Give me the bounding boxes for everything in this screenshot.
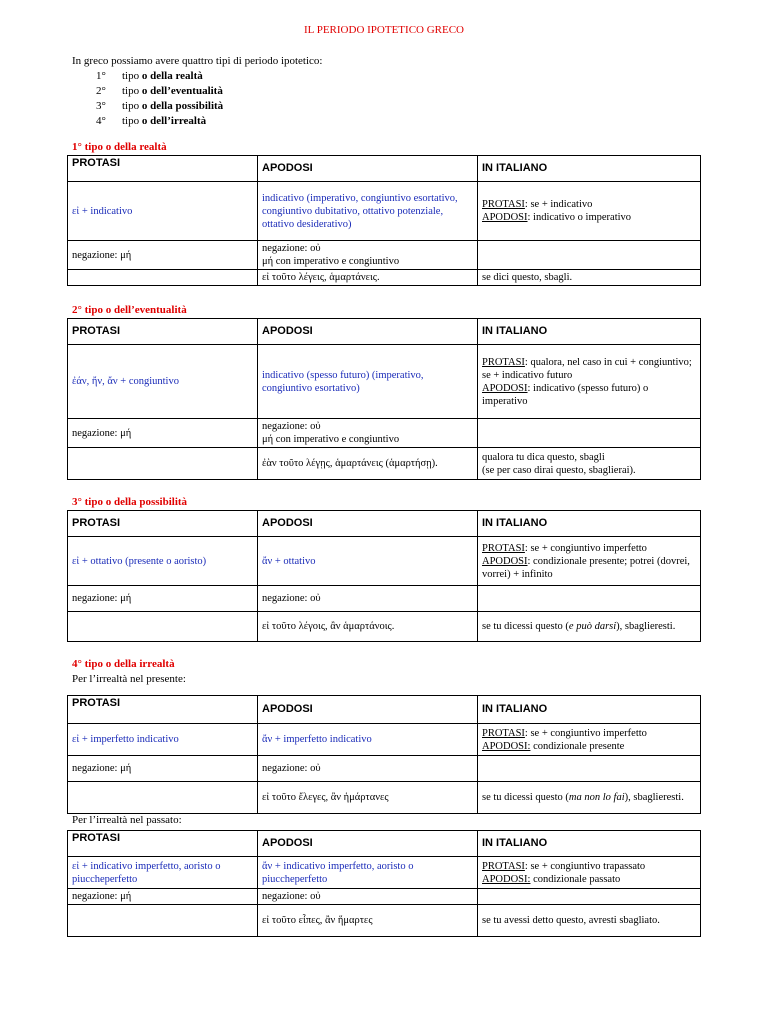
cell-protasi: negazione: μή <box>68 586 258 612</box>
list-item: 3° tipo o della possibilità <box>96 100 224 112</box>
list-item: 4° tipo o dell’irrealtà <box>96 115 207 127</box>
cell-apodosi: negazione: οὐ <box>258 756 478 782</box>
table-row <box>68 889 701 905</box>
cell-apodosi: negazione: οὐ μή con imperativo e congiuntivo <box>258 241 478 270</box>
section-heading-2: 2° tipo o dell’eventualità <box>72 304 187 316</box>
table-header-row <box>68 156 701 182</box>
header-italiano: IN ITALIANO <box>478 696 701 724</box>
intro <box>72 54 323 129</box>
cell-protasi: negazione: μή <box>68 241 258 270</box>
page-title: IL PERIODO IPOTETICO GRECO <box>304 24 464 36</box>
section-heading-4: 4° tipo o della irrealtà <box>72 658 175 670</box>
cell-italiano: PROTASI: se + indicativo APODOSI: indicativo o imperativo <box>478 182 701 241</box>
table-irrealta-presente <box>67 695 701 814</box>
cell-translation: se tu dicessi questo (ma non lo fai), sbaglieresti. <box>478 782 701 814</box>
cell-italiano: PROTASI: se + congiuntivo imperfetto APODOSI: condizionale presente <box>478 724 701 756</box>
note-present: Per l’irrealtà nel presente: <box>72 673 186 685</box>
table-header-row <box>68 511 701 537</box>
header-apodosi: APODOSI <box>258 511 478 537</box>
cell-apodosi: ἄν + indicativo imperfetto, aoristo o piuccheperfetto <box>258 857 478 889</box>
table-row <box>68 419 701 448</box>
section-heading-3: 3° tipo o della possibilità <box>72 496 188 508</box>
table-row <box>68 537 701 586</box>
header-protasi: PROTASI <box>68 319 258 345</box>
header-italiano: IN ITALIANO <box>478 831 701 857</box>
cell-apodosi: negazione: οὐ μή con imperativo e congiuntivo <box>258 419 478 448</box>
table-eventualita <box>67 318 701 480</box>
list-item: 2° tipo o dell’eventualità <box>96 85 223 97</box>
header-protasi: PROTASI <box>68 831 258 857</box>
table-header-row <box>68 319 701 345</box>
table-possibilita <box>67 510 701 642</box>
header-italiano: IN ITALIANO <box>478 511 701 537</box>
table-row <box>68 782 701 814</box>
header-protasi: PROTASI <box>68 156 258 182</box>
cell-example: ἐὰν τοῦτο λέγῃς, ἁμαρτάνεις (ἁμαρτήσῃ). <box>258 448 478 480</box>
cell-protasi: εἰ + indicativo <box>68 182 258 241</box>
table-row <box>68 724 701 756</box>
table-realta <box>67 155 701 286</box>
cell-apodosi: negazione: οὐ <box>258 889 478 905</box>
table-row <box>68 345 701 419</box>
header-apodosi: APODOSI <box>258 831 478 857</box>
cell-apodosi: ἄν + imperfetto indicativo <box>258 724 478 756</box>
header-protasi: PROTASI <box>68 511 258 537</box>
header-apodosi: APODOSI <box>258 319 478 345</box>
cell-translation: qualora tu dica questo, sbagli (se per caso dirai questo, sbaglierai). <box>478 448 701 480</box>
cell-italiano: PROTASI: se + congiuntivo imperfetto APODOSI: condizionale presente; potrei (dovrei, vorrei) + infinito <box>478 537 701 586</box>
cell-protasi: εἰ + ottativo (presente o aoristo) <box>68 537 258 586</box>
table-row <box>68 182 701 241</box>
cell-apodosi: negazione: οὐ <box>258 586 478 612</box>
cell-protasi: ἐάν, ἤν, ἄν + congiuntivo <box>68 345 258 419</box>
cell-italiano: PROTASI: qualora, nel caso in cui + congiuntivo; se + indicativo futuro APODOSI: indicativo (spesso futuro) o imperativo <box>478 345 701 419</box>
table-header-row <box>68 831 701 857</box>
cell-protasi: negazione: μή <box>68 756 258 782</box>
note-past: Per l’irrealtà nel passato: <box>72 814 182 826</box>
cell-apodosi: indicativo (spesso futuro) (imperativo, congiuntivo esortativo) <box>258 345 478 419</box>
table-row <box>68 612 701 642</box>
cell-example: εἰ τοῦτο λέγεις, ἁμαρτάνεις. <box>258 270 478 286</box>
table-irrealta-passato <box>67 830 701 937</box>
table-header-row <box>68 696 701 724</box>
cell-example: εἰ τοῦτο εἶπες, ἂν ἥμαρτες <box>258 905 478 937</box>
list-item: 1° tipo o della realtà <box>96 70 203 82</box>
cell-translation: se dici questo, sbagli. <box>478 270 701 286</box>
table-row <box>68 905 701 937</box>
cell-apodosi: ἄν + ottativo <box>258 537 478 586</box>
cell-example: εἰ τοῦτο λέγοις, ἂν ἁμαρτάνοις. <box>258 612 478 642</box>
table-row <box>68 756 701 782</box>
cell-protasi: negazione: μή <box>68 889 258 905</box>
intro-text: In greco possiamo avere quattro tipi di periodo ipotetico: <box>72 55 323 67</box>
cell-translation: se tu avessi detto questo, avresti sbagliato. <box>478 905 701 937</box>
table-row <box>68 241 701 270</box>
table-row <box>68 857 701 889</box>
table-row <box>68 270 701 286</box>
cell-protasi: negazione: μή <box>68 419 258 448</box>
header-protasi: PROTASI <box>68 696 258 724</box>
cell-italiano: PROTASI: se + congiuntivo trapassato APODOSI: condizionale passato <box>478 857 701 889</box>
table-row <box>68 448 701 480</box>
cell-translation: se tu dicessi questo (e può darsi), sbaglieresti. <box>478 612 701 642</box>
header-apodosi: APODOSI <box>258 156 478 182</box>
cell-protasi: εἰ + imperfetto indicativo <box>68 724 258 756</box>
section-heading-1: 1° tipo o della realtà <box>72 141 167 153</box>
cell-example: εἰ τοῦτο ἔλεγες, ἂν ἡμάρτανες <box>258 782 478 814</box>
table-row <box>68 586 701 612</box>
cell-apodosi: indicativo (imperativo, congiuntivo esortativo, congiuntivo dubitativo, ottativo potenziale, ottativo desiderativo) <box>258 182 478 241</box>
header-apodosi: APODOSI <box>258 696 478 724</box>
cell-protasi: εἰ + indicativo imperfetto, aoristo o piuccheperfetto <box>68 857 258 889</box>
header-italiano: IN ITALIANO <box>478 319 701 345</box>
header-italiano: IN ITALIANO <box>478 156 701 182</box>
